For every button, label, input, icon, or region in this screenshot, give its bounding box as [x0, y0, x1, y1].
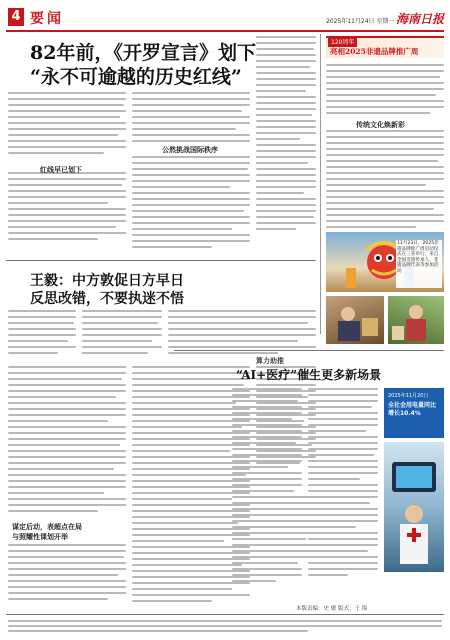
stats-date: 2025年11月20日: [388, 393, 429, 399]
feature-body-2: [326, 142, 444, 242]
stats-text: 全社会用电量同比增长10.4%: [388, 402, 437, 417]
lower-left-col1: [8, 366, 126, 606]
heritage-photo-right: [388, 296, 444, 344]
feature-caption-box: 11月23日，2025非遗品牌推广周启动仪式在三亚举行，来自全国非遗传承人、非遗品牌代表等参加活动: [396, 240, 442, 288]
second-subhead-1: 谋定后动，表超点在局: [12, 523, 82, 531]
lead-headline-line1: 82年前，《开罗宣言》划下: [30, 42, 256, 64]
footer-editors: 本版责编：史 敏 版式：王 锦: [296, 606, 368, 612]
feature-banner-title: 亮相2025非遗品牌推广周: [330, 47, 419, 56]
lead-subhead-2: 公然挑战国际秩序: [162, 146, 218, 154]
second-body-col3: [168, 310, 316, 360]
column-divider: [320, 34, 321, 334]
lead-body-col3: [256, 36, 316, 236]
section-rule-2: [174, 350, 444, 351]
lead-headline-line2: “永不可逾越的历史红线”: [30, 66, 242, 88]
date-line: 2025年11月24日 星期一: [326, 18, 395, 25]
feature-banner-tag: 120周年: [328, 36, 357, 47]
second-headline-line2: 反思改错，不要执迷不悟: [30, 291, 184, 307]
ai-photo: [384, 442, 444, 572]
heritage-photo-left: [326, 296, 384, 344]
feature-body: [326, 64, 444, 144]
section-rule-1: [6, 260, 316, 261]
header-rule: [6, 30, 444, 32]
paper-logo: 海南日报: [396, 12, 445, 26]
section-name: 要闻: [30, 11, 64, 27]
second-body-col1: [8, 310, 76, 360]
second-headline-line1: 王毅：中方敦促日方早日: [30, 273, 184, 289]
lead-subhead-1: 红线早已划下: [40, 166, 82, 174]
footer-fine-print: [8, 620, 442, 632]
lead-body-col2: [132, 92, 250, 252]
footer-rule: [6, 614, 444, 615]
ai-body-col2: [308, 388, 378, 588]
second-subhead-2: 与照耀性课划开举: [12, 533, 68, 541]
ai-kicker: 算力助推: [256, 356, 284, 365]
feature-subhead: 传统文化焕新彩: [356, 121, 405, 129]
ai-body-col1: [232, 388, 302, 588]
page-number: 4: [8, 8, 24, 26]
ai-headline: “AI+医疗”催生更多新场景: [236, 368, 382, 382]
second-body-col2: [82, 310, 162, 360]
